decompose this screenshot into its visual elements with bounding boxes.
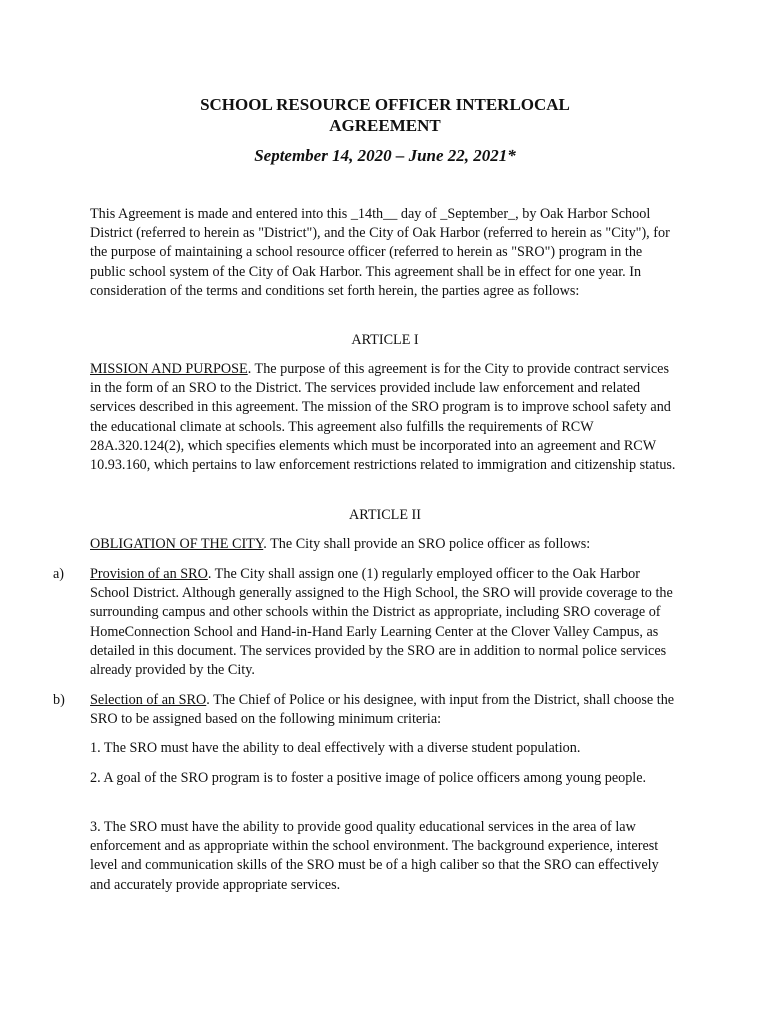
article-1-heading: ARTICLE I [351,332,419,348]
date-range: September 14, 2020 – June 22, 2021* [254,146,516,165]
title-line-2: AGREEMENT [329,116,441,135]
article-2-lead: OBLIGATION OF THE CITY [90,536,264,552]
article-1-body: . The purpose of this agreement is for the City to provide contract services in the form of an SRO to the District. The services provided include law enforcement and related services described in this agreement. The mission of the SRO program is to improve school safety and the educational climate at schools. This agreement also fulfills the requirements of RCW 28A.320.124(2), which specifies elements which must be incorporated into an agreement and RCW 10.93.160, which pertains to law enforcement restrictions related to immigration and citizenship status. [90,361,676,474]
item-b-paragraph [90,691,680,729]
criteria-item-3: 3. The SRO must have the ability to provide good quality educational services in the area of law enforcement and as appropriate within the school environment. The background experience, interest level and communication skills of the SRO must be of a high caliber so that the SRO can effectively and accurately provide appropriate services. [90,819,659,893]
item-a-lead: Provision of an SRO [90,566,208,582]
item-a-paragraph [90,565,680,680]
intro-paragraph: This Agreement is made and entered into this _14th__ day of _September_, by Oak Harbor School District (referred to herein as "District"), and the City of Oak Harbor (referred to herein as "City"), for the purpose of maintaining a school resource officer (referred to herein as "SRO") program in the public school system of the City of Oak Harbor. This agreement shall be in effect for one year. In consideration of the terms and conditions set forth herein, the parties agree as follows: [90,206,670,299]
article-1-lead: MISSION AND PURPOSE [90,361,248,377]
article-2-heading: ARTICLE II [348,507,422,523]
criteria-item-2: 2. A goal of the SRO program is to foster a positive image of police officers among young people. [90,770,647,786]
document-title [90,94,680,136]
article-2-body: . The City shall provide an SRO police officer as follows: [263,536,591,552]
title-line-1: SCHOOL RESOURCE OFFICER INTERLOCAL [200,95,570,114]
article-2-intro [90,535,680,554]
item-b-lead: Selection of an SRO [90,692,207,708]
criteria-item-1: 1. The SRO must have the ability to deal effectively with a diverse student population. [90,740,581,756]
item-b-marker: b) [53,692,65,708]
item-a-marker: a) [53,566,65,582]
article-1-paragraph [90,360,680,475]
item-a-body: . The City shall assign one (1) regularly employed officer to the Oak Harbor School District. Although generally assigned to the High School, the SRO will provide coverage to the surrounding campus and other schools within the District as appropriate, including SRO coverage of HomeConnection School and Hand-in-Hand Early Learning Center at the Clover Valley Campus, as detailed in this document. The services provided by the SRO are in addition to normal police services already provided by the City. [90,566,673,679]
item-b-body: . The Chief of Police or his designee, with input from the District, shall choose the SRO to be assigned based on the following minimum criteria: [90,692,675,728]
